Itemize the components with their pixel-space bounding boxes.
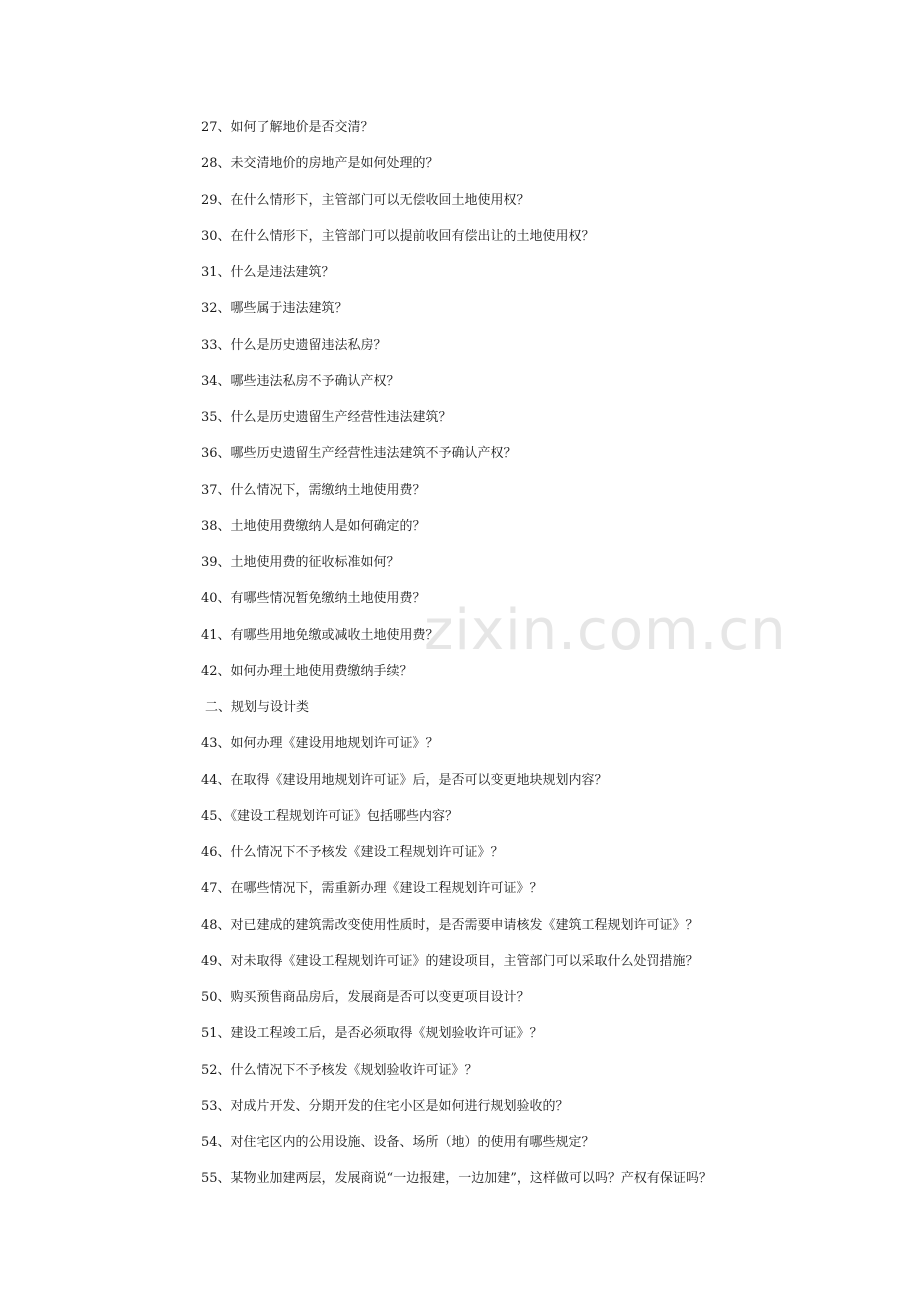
question-item: 42、如何办理土地使用费缴纳手续？	[201, 663, 413, 679]
question-item: 27、如何了解地价是否交清？	[201, 120, 374, 135]
question-item: 30、在什么情形下，主管部门可以提前收回有偿出让的土地使用权？	[201, 228, 595, 244]
question-item: 52、什么情况下不予核发《规划验收许可证》？	[201, 1062, 478, 1078]
question-item: 32、哪些属于违法建筑？	[201, 301, 348, 317]
question-item: 40、有哪些情况暂免缴纳土地使用费？	[201, 591, 426, 607]
question-item: 41、有哪些用地免缴或减收土地使用费？	[201, 627, 439, 643]
question-item: 31、什么是违法建筑？	[201, 265, 335, 280]
question-item: 33、什么是历史遗留违法私房？	[201, 337, 387, 353]
question-item: 47、在哪些情况下，需重新办理《建设工程规划许可证》？	[201, 881, 543, 897]
watermark: zixin.com.cn	[424, 598, 787, 663]
question-item: 50、购买预售商品房后，发展商是否可以变更项目设计？	[201, 990, 530, 1005]
question-item: 34、哪些违法私房不予确认产权？	[201, 373, 400, 389]
question-item: 46、什么情况下不予核发《建设工程规划许可证》？	[201, 845, 504, 860]
question-list	[201, 118, 901, 1206]
question-item: 43、如何办理《建设用地规划许可证》？	[201, 736, 439, 752]
question-item: 53、对成片开发、分期开发的住宅小区是如何进行规划验收的？	[201, 1098, 569, 1114]
question-item: 54、对住宅区内的公用设施、设备、场所（地）的使用有哪些规定？	[201, 1135, 595, 1150]
question-item: 28、未交清地价的房地产是如何处理的？	[201, 156, 439, 172]
question-item: 37、什么情况下，需缴纳土地使用费？	[201, 482, 426, 498]
question-item: 51、建设工程竣工后，是否必须取得《规划验收许可证》？	[201, 1026, 543, 1042]
question-item: 48、对已建成的建筑需改变使用性质时，是否需要申请核发《建筑工程规划许可证》？	[201, 917, 699, 933]
question-item: 45、《建设工程规划许可证》包括哪些内容？	[201, 808, 459, 824]
question-item: 39、土地使用费的征收标准如何？	[201, 555, 400, 570]
question-item: 38、土地使用费缴纳人是如何确定的？	[201, 518, 426, 534]
section-heading: 二、规划与设计类	[205, 700, 310, 715]
question-item: 36、哪些历史遗留生产经营性违法建筑不予确认产权？	[201, 446, 517, 462]
question-item: 44、在取得《建设用地规划许可证》后，是否可以变更地块规划内容？	[201, 772, 608, 788]
question-item: 35、什么是历史遗留生产经营性违法建筑？	[201, 410, 452, 425]
question-item: 55、某物业加建两层，发展商说“一边报建，一边加建”，这样做可以吗？产权有保证吗？	[201, 1171, 712, 1187]
question-item: 29、在什么情形下，主管部门可以无偿收回土地使用权？	[201, 192, 530, 208]
question-item: 49、对未取得《建设工程规划许可证》的建设项目，主管部门可以采取什么处罚措施？	[201, 953, 699, 969]
